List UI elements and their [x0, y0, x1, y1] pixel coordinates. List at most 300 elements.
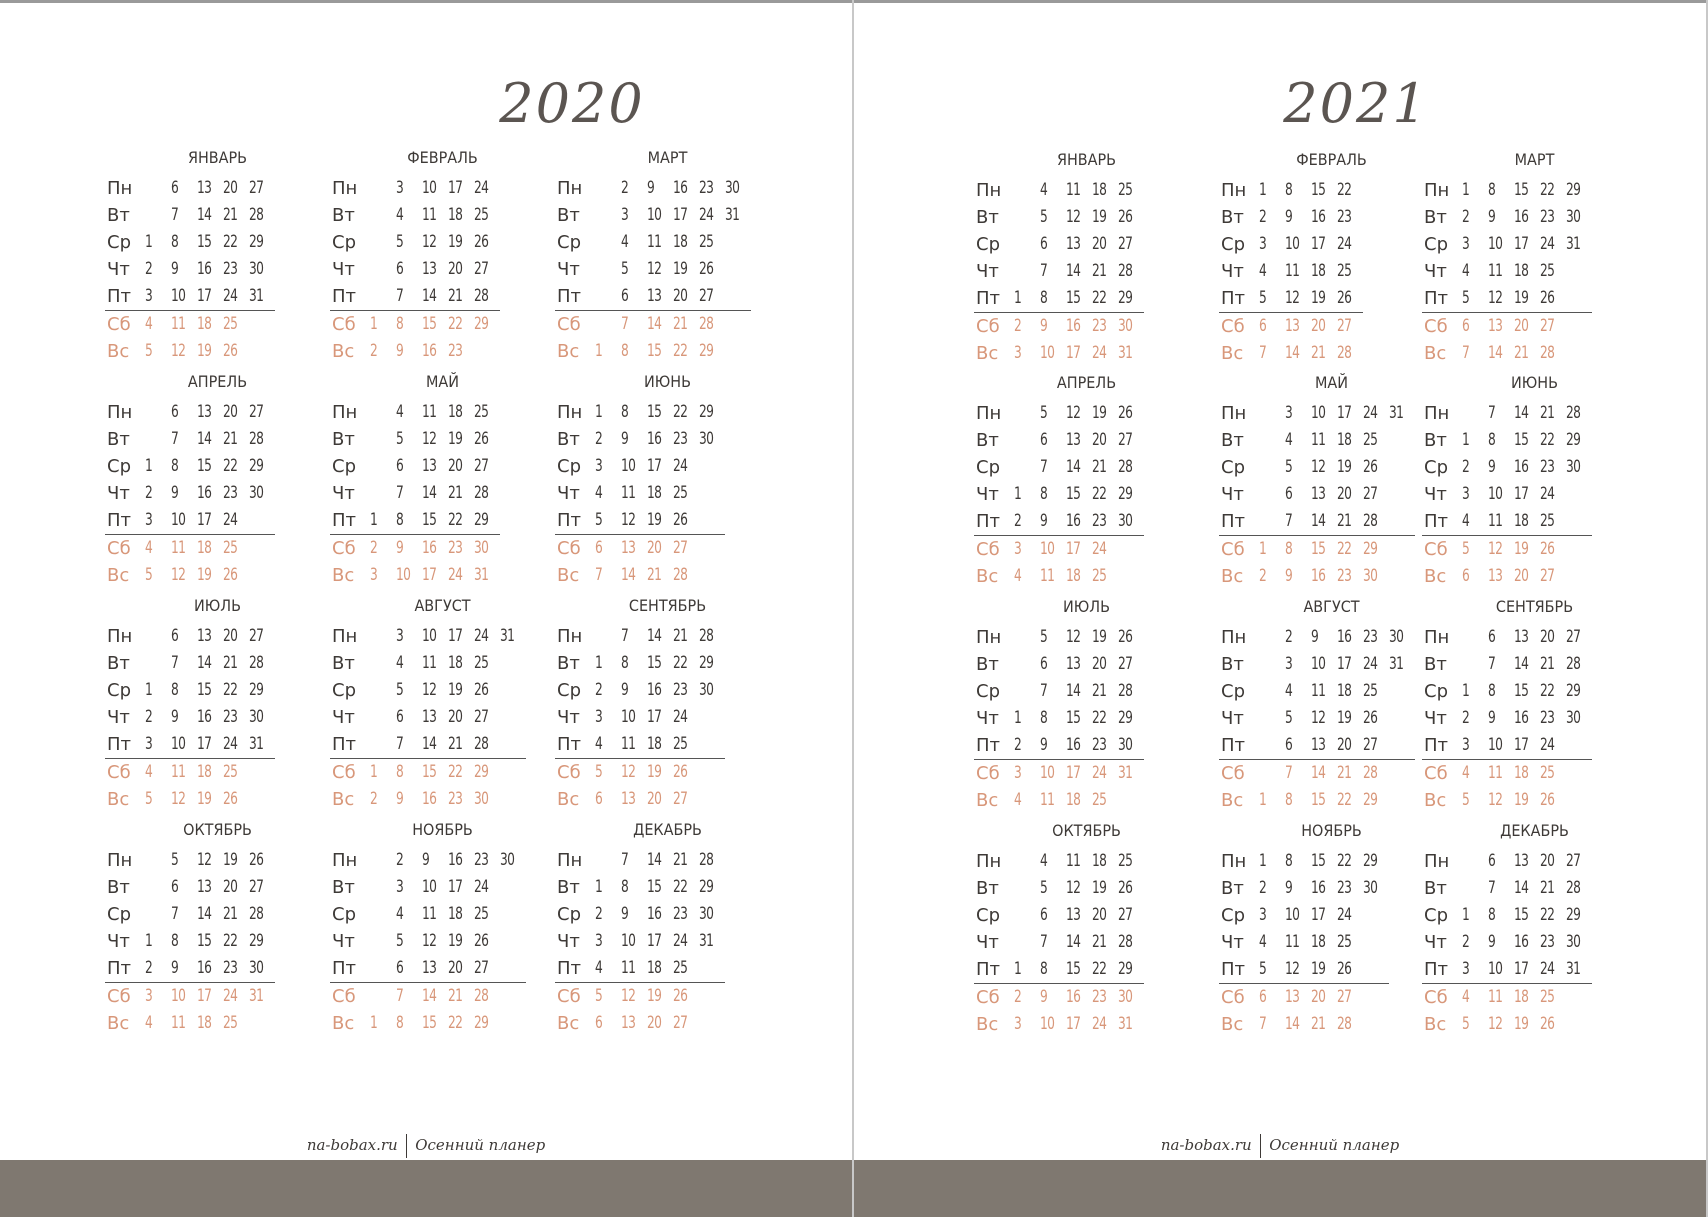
day-cell: 10: [171, 283, 190, 311]
weekday-row: [1219, 313, 1363, 341]
day-cell: 11: [1066, 180, 1081, 200]
day-cell: 18: [197, 1013, 212, 1033]
day-cell: 8: [621, 877, 629, 897]
weekday-label: Вс: [557, 341, 580, 362]
day-cell: 6: [1259, 316, 1267, 336]
day-cell: [370, 677, 389, 704]
weekday-row: [1422, 984, 1592, 1012]
day-cell: 14: [197, 205, 212, 225]
day-cell: 16: [1514, 457, 1529, 477]
weekday-label: Пн: [1221, 851, 1247, 872]
weekday-label: Вт: [107, 429, 130, 450]
day-cell: 19: [1092, 627, 1107, 647]
day-cell: 2: [1259, 207, 1267, 227]
weekday-label: Пт: [330, 731, 370, 759]
weekday-row: [1219, 204, 1363, 231]
weekday-row: [1219, 340, 1363, 367]
weekday-row: [105, 562, 275, 589]
weekday-label: Вт: [107, 877, 130, 898]
day-cell: [699, 535, 718, 563]
day-cell: 20: [1092, 430, 1107, 450]
day-cell: 22: [1337, 180, 1352, 200]
day-cell: 16: [422, 789, 437, 809]
day-cell: 18: [673, 232, 688, 252]
day-cell: 16: [448, 850, 463, 870]
day-cell: 1: [1014, 285, 1033, 313]
weekday-label: Вт: [332, 205, 355, 226]
day-cell: 17: [422, 565, 437, 585]
day-cell: 4: [1014, 566, 1022, 586]
weekday-label: Чт: [557, 931, 580, 952]
weekday-label: Пн: [1424, 403, 1450, 424]
weekday-row: [1219, 732, 1415, 760]
day-cell: 27: [249, 877, 264, 897]
day-cell: 13: [422, 456, 437, 476]
weekday-label: Ср: [107, 456, 131, 477]
weekday-row: [555, 426, 725, 453]
day-cell: 31: [1118, 1014, 1133, 1034]
day-cell: 12: [1488, 1014, 1503, 1034]
day-cell: 24: [1363, 403, 1378, 423]
day-cell: [500, 731, 519, 759]
day-cell: 11: [422, 653, 437, 673]
day-cell: 30: [1118, 732, 1137, 760]
day-cell: 16: [1066, 987, 1081, 1007]
day-cell: 24: [699, 205, 714, 225]
day-cell: 18: [1311, 932, 1326, 952]
weekday-row: [1219, 454, 1415, 481]
day-cell: [699, 786, 718, 813]
day-cell: 6: [396, 955, 415, 983]
month-days-table: [1219, 177, 1363, 367]
weekday-label: Чт: [332, 259, 355, 280]
day-cell: 14: [197, 904, 212, 924]
day-cell: 7: [1259, 1014, 1267, 1034]
day-cell: 11: [422, 205, 437, 225]
day-cell: 12: [422, 232, 437, 252]
weekday-row: [1422, 875, 1592, 902]
weekday-label: Ср: [557, 232, 581, 253]
day-cell: 23: [1092, 316, 1107, 336]
day-cell: 4: [595, 955, 614, 983]
day-cell: [500, 786, 519, 813]
weekday-label: Сб: [1424, 539, 1448, 560]
weekday-row: [1422, 427, 1592, 454]
day-cell: 20: [448, 259, 463, 279]
weekday-label: Сб: [1221, 763, 1245, 784]
day-cell: 2: [1462, 457, 1470, 477]
day-cell: 2: [1014, 316, 1022, 336]
day-cell: 20: [1514, 566, 1529, 586]
day-cell: 13: [197, 402, 212, 422]
day-cell: 4: [1462, 763, 1470, 783]
day-cell: 19: [647, 762, 662, 782]
weekday-label: Сб: [1221, 316, 1245, 337]
weekday-label: Пн: [1424, 180, 1450, 201]
day-cell: [370, 955, 389, 983]
day-cell: 27: [1363, 732, 1382, 760]
day-cell: 5: [1462, 539, 1470, 559]
weekday-row: [330, 704, 526, 731]
day-cell: 27: [249, 178, 264, 198]
weekday-label: Вт: [332, 653, 355, 674]
day-cell: 27: [249, 626, 264, 646]
day-cell: 12: [171, 789, 186, 809]
day-cell: 25: [474, 205, 489, 225]
weekday-label: Чт: [557, 483, 580, 504]
day-cell: 20: [647, 538, 662, 558]
day-cell: [1462, 624, 1481, 651]
day-cell: 12: [621, 762, 636, 782]
day-cell: [370, 175, 389, 202]
day-cell: 28: [249, 653, 264, 673]
day-cell: 18: [448, 402, 463, 422]
weekday-label: Чт: [107, 707, 130, 728]
weekday-row: [105, 202, 275, 229]
weekday-label: Пт: [1422, 508, 1462, 536]
day-cell: 6: [1285, 732, 1304, 760]
weekday-row: [105, 283, 275, 311]
day-cell: 21: [1540, 654, 1555, 674]
day-cell: 5: [1259, 956, 1278, 984]
weekday-label: Ср: [332, 456, 356, 477]
day-cell: 18: [1092, 180, 1107, 200]
day-cell: 21: [223, 429, 238, 449]
weekday-row: [1422, 651, 1592, 678]
day-cell: 6: [1040, 654, 1048, 674]
day-cell: 17: [647, 456, 662, 476]
weekday-row: [1219, 1011, 1389, 1038]
day-cell: 16: [1514, 708, 1529, 728]
weekday-label: Вт: [1424, 430, 1447, 451]
day-cell: 25: [673, 483, 688, 503]
day-cell: 27: [1566, 627, 1581, 647]
day-cell: 10: [1040, 343, 1055, 363]
day-cell: [145, 175, 164, 202]
day-cell: 5: [595, 507, 614, 535]
day-cell: [249, 507, 268, 535]
weekday-label: Чт: [976, 261, 999, 282]
day-cell: 20: [223, 877, 238, 897]
day-cell: 12: [1311, 457, 1326, 477]
weekday-label: Пн: [1424, 851, 1450, 872]
day-cell: [370, 426, 389, 453]
day-cell: 15: [1066, 484, 1081, 504]
day-cell: 14: [1066, 681, 1081, 701]
weekday-row: [330, 928, 526, 955]
weekday-row: [974, 177, 1144, 204]
day-cell: 4: [1040, 851, 1048, 871]
day-cell: 30: [699, 904, 714, 924]
day-cell: 29: [474, 762, 489, 782]
calendar-page-2021: [854, 0, 1706, 1217]
day-cell: 4: [1462, 261, 1470, 281]
day-cell: 21: [448, 283, 467, 311]
day-cell: 10: [422, 178, 437, 198]
weekday-row: [105, 847, 275, 874]
month-days-table: [105, 175, 275, 365]
day-cell: 7: [1040, 681, 1048, 701]
weekday-row: [974, 481, 1144, 508]
day-cell: 13: [1066, 430, 1081, 450]
day-cell: [595, 847, 614, 874]
day-cell: 8: [1488, 681, 1496, 701]
day-cell: 9: [621, 680, 629, 700]
day-cell: 9: [422, 850, 430, 870]
weekday-row: [330, 847, 526, 874]
day-cell: 3: [1462, 484, 1470, 504]
weekday-label: Ср: [332, 680, 356, 701]
day-cell: 31: [1566, 956, 1585, 984]
weekday-row: [330, 901, 526, 928]
day-cell: 4: [396, 205, 404, 225]
weekday-row: [330, 623, 526, 650]
day-cell: 17: [197, 507, 216, 535]
weekday-row: [1422, 1011, 1592, 1038]
day-cell: 15: [1066, 956, 1085, 984]
day-cell: [1259, 400, 1278, 427]
day-cell: 28: [474, 483, 489, 503]
day-cell: 16: [647, 904, 662, 924]
day-cell: 26: [1540, 790, 1555, 810]
day-cell: 5: [595, 762, 603, 782]
weekday-row: [1422, 536, 1592, 564]
weekday-label: Вт: [557, 205, 580, 226]
day-cell: 22: [448, 1013, 463, 1033]
day-cell: [500, 901, 519, 928]
day-cell: 9: [171, 955, 190, 983]
weekday-row: [105, 399, 275, 426]
day-cell: 4: [1285, 681, 1293, 701]
day-cell: 24: [223, 986, 238, 1006]
weekday-label: Пт: [974, 508, 1014, 536]
day-cell: 26: [223, 341, 238, 361]
weekday-row: [555, 704, 725, 731]
weekday-row: [1422, 177, 1592, 204]
weekday-row: [974, 231, 1144, 258]
day-cell: 11: [1488, 987, 1503, 1007]
weekday-row: [330, 202, 500, 229]
weekday-row: [974, 313, 1144, 341]
weekday-row: [105, 650, 275, 677]
weekday-row: [974, 204, 1144, 231]
day-cell: 28: [1540, 343, 1555, 363]
day-cell: 20: [647, 789, 662, 809]
day-cell: 14: [1514, 878, 1529, 898]
day-cell: 29: [1118, 956, 1137, 984]
day-cell: 15: [647, 402, 662, 422]
weekday-label: Пн: [107, 850, 133, 871]
weekday-row: [330, 229, 500, 256]
day-cell: 9: [396, 789, 404, 809]
day-cell: 24: [1337, 905, 1352, 925]
day-cell: 25: [1337, 261, 1352, 281]
day-cell: 25: [1337, 932, 1352, 952]
day-cell: 7: [396, 986, 404, 1006]
weekday-row: [555, 399, 725, 426]
month-days-table: [555, 399, 725, 589]
day-cell: 12: [171, 565, 186, 585]
day-cell: 26: [1540, 539, 1555, 559]
weekday-row: [330, 562, 500, 589]
day-cell: 3: [595, 707, 603, 727]
day-cell: 19: [1092, 878, 1107, 898]
day-cell: 15: [647, 653, 662, 673]
day-cell: 28: [249, 429, 264, 449]
weekday-label: Пт: [555, 955, 595, 983]
day-cell: 8: [396, 507, 415, 535]
weekday-label: Вс: [1424, 1014, 1447, 1035]
weekday-label: Пн: [976, 627, 1002, 648]
day-cell: [1389, 481, 1408, 508]
weekday-row: [974, 285, 1144, 313]
weekday-label: Вс: [107, 1013, 130, 1034]
weekday-label: Ср: [1424, 905, 1448, 926]
day-cell: 21: [448, 483, 463, 503]
day-cell: 24: [673, 931, 688, 951]
weekday-label: Ср: [1221, 457, 1245, 478]
day-cell: 9: [1488, 708, 1496, 728]
day-cell: 15: [1311, 539, 1326, 559]
day-cell: 2: [1014, 732, 1033, 760]
month-days-table: [330, 847, 526, 1037]
weekday-label: Ср: [107, 232, 131, 253]
day-cell: [1389, 760, 1408, 788]
day-cell: [145, 202, 164, 229]
day-cell: 23: [448, 538, 463, 558]
day-cell: 12: [197, 850, 212, 870]
weekday-row: [974, 705, 1144, 732]
weekday-label: Пн: [557, 850, 583, 871]
weekday-row: [330, 1010, 526, 1037]
weekday-row: [555, 983, 725, 1011]
day-cell: 24: [1337, 234, 1352, 254]
day-cell: 29: [249, 232, 264, 252]
day-cell: [370, 480, 389, 507]
day-cell: 27: [1337, 987, 1352, 1007]
weekday-row: [974, 536, 1144, 564]
weekday-label: Пт: [974, 732, 1014, 760]
weekday-label: Чт: [1424, 261, 1447, 282]
weekday-label: Пн: [107, 626, 133, 647]
day-cell: [1014, 400, 1033, 427]
day-cell: 17: [647, 931, 662, 951]
day-cell: 31: [1566, 234, 1581, 254]
weekday-row: [105, 955, 275, 983]
day-cell: 30: [500, 850, 515, 870]
day-cell: 28: [1118, 261, 1133, 281]
day-cell: 27: [1118, 234, 1133, 254]
day-cell: 11: [1488, 508, 1507, 536]
day-cell: [1363, 902, 1382, 929]
weekday-row: [974, 848, 1144, 875]
weekday-label: Вс: [1424, 566, 1447, 587]
day-cell: 21: [1092, 681, 1107, 701]
day-cell: 31: [1118, 763, 1133, 783]
footer-title: Осенний планер: [1269, 1136, 1400, 1154]
top-rule: [0, 0, 852, 3]
weekday-label: Вт: [1424, 207, 1447, 228]
day-cell: [1389, 705, 1408, 732]
day-cell: 27: [1363, 484, 1378, 504]
day-cell: [145, 650, 164, 677]
weekday-label: Ср: [107, 680, 131, 701]
day-cell: 24: [448, 565, 463, 585]
day-cell: 6: [595, 538, 603, 558]
day-cell: [249, 535, 268, 563]
day-cell: 8: [1488, 905, 1496, 925]
day-cell: 26: [1118, 627, 1133, 647]
weekday-row: [330, 256, 500, 283]
calendar-page-2020: [0, 0, 852, 1217]
day-cell: 16: [197, 707, 212, 727]
day-cell: 26: [1118, 207, 1133, 227]
day-cell: 26: [673, 507, 692, 535]
day-cell: [370, 731, 389, 759]
day-cell: 18: [448, 653, 463, 673]
month-days-table: [555, 175, 751, 365]
day-cell: 5: [1040, 207, 1048, 227]
day-cell: 17: [673, 205, 688, 225]
day-cell: 22: [673, 402, 688, 422]
weekday-row: [555, 928, 725, 955]
day-cell: 26: [1540, 1014, 1555, 1034]
day-cell: 11: [1066, 851, 1081, 871]
day-cell: 21: [673, 626, 688, 646]
weekday-label: Ср: [332, 232, 356, 253]
day-cell: 24: [223, 731, 242, 759]
day-cell: [595, 175, 614, 202]
weekday-row: [555, 650, 725, 677]
day-cell: 14: [1311, 508, 1330, 536]
year-title: 2021: [1283, 72, 1429, 135]
day-cell: 11: [171, 538, 186, 558]
day-cell: 27: [1118, 905, 1133, 925]
day-cell: 15: [422, 1013, 437, 1033]
day-cell: 15: [647, 341, 662, 361]
footer-divider: [1260, 1134, 1262, 1158]
day-cell: 19: [197, 341, 212, 361]
day-cell: 7: [621, 850, 629, 870]
day-cell: 30: [1566, 708, 1581, 728]
weekday-row: [105, 928, 275, 955]
month-days-table: [555, 847, 725, 1037]
day-cell: [370, 874, 389, 901]
day-cell: 5: [1040, 403, 1048, 423]
weekday-row: [555, 202, 751, 229]
day-cell: 30: [249, 707, 264, 727]
weekday-row: [555, 759, 725, 787]
day-cell: 25: [1540, 763, 1555, 783]
weekday-row: [974, 1011, 1144, 1038]
day-cell: 4: [595, 483, 603, 503]
weekday-row: [105, 901, 275, 928]
day-cell: 3: [145, 507, 164, 535]
weekday-row: [555, 955, 725, 983]
day-cell: 19: [647, 986, 662, 1006]
weekday-label: Сб: [976, 987, 1000, 1008]
day-cell: 9: [1311, 627, 1319, 647]
day-cell: 11: [422, 402, 437, 422]
weekday-row: [974, 624, 1144, 651]
weekday-label: Вс: [332, 341, 355, 362]
day-cell: 25: [673, 731, 692, 759]
weekday-row: [105, 1010, 275, 1037]
day-cell: 26: [1118, 878, 1133, 898]
day-cell: [145, 874, 164, 901]
month-name: МАРТ: [647, 148, 688, 167]
day-cell: 6: [396, 707, 404, 727]
